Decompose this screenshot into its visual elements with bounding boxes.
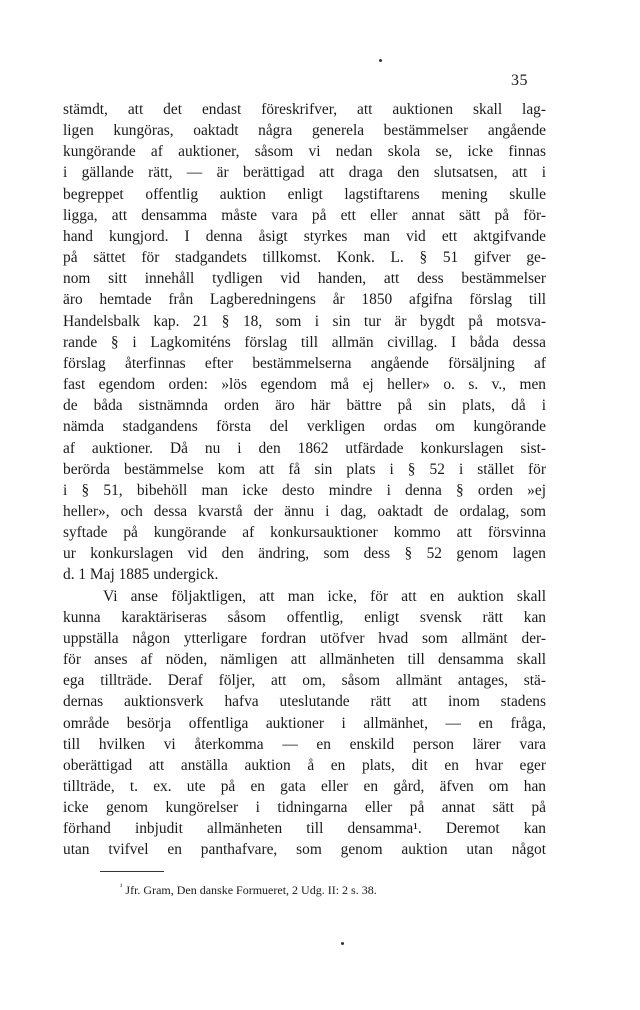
text-line: icke genom kungörelser i tidningarna eller på annat sätt på <box>63 799 546 817</box>
text-line: på sättet för stadgandets tillkomst. Konk. L. § 51 gifver ge- <box>63 249 546 267</box>
text-line: uppställa någon ytterligare fordran utöfver hvad som allmänt der- <box>63 629 546 647</box>
text-line: heller», och dessa kvarstå der ännu i dag, oaktadt de ordalag, som <box>63 502 546 520</box>
text-line: Handelsbalk kap. 21 § 18, som i sin tur är bygdt på motsva- <box>63 312 546 330</box>
text-line: för anses af nöden, nämligen att allmänheten till densamma skall <box>63 651 546 669</box>
footnote-text: Jfr. Gram, Den danske Formueret, 2 Udg. II: 2 s. 38. <box>125 883 377 897</box>
page-number: 35 <box>511 72 528 89</box>
text-line: ligga, att densamma måste vara på ett eller annat sätt på för- <box>63 206 546 224</box>
text-line: d. 1 Maj 1885 undergick. <box>63 566 219 584</box>
text-line: Vi anse följaktligen, att man icke, för att en auktion skall <box>103 587 546 605</box>
text-line: till hvilken vi återkomma — en enskild person lärer vara <box>63 735 546 753</box>
text-line: utan tvifvel en panthafvare, som genom auktion utan något <box>63 841 546 859</box>
text-line: i gällande rätt, — är berättigad att draga den slutsatsen, att i <box>63 164 546 182</box>
text-line: äro hemtade från Lagberedningens år 1850 afgifna förslag till <box>63 291 546 309</box>
print-speck-top <box>379 59 382 62</box>
text-line: begreppet offentlig auktion enligt lagstiftarens mening skulle <box>63 185 546 203</box>
text-line: berörda bestämmelse kom att få sin plats i § 52 i stället för <box>63 460 546 478</box>
text-line: af auktioner. Då nu i den 1862 utfärdade konkurslagen sist- <box>63 439 546 457</box>
text-line: område besörja offentliga auktioner i allmänhet, — en fråga, <box>63 714 546 732</box>
footnote <box>120 882 377 898</box>
text-line: dernas auktionsverk hafva uteslutande rätt att inom stadens <box>63 693 546 711</box>
text-line: förslag återfinnas efter bestämmelserna angående försäljning af <box>63 354 546 372</box>
text-line: kungörande af auktioner, såsom vi nedan skola se, icke finnas <box>63 143 546 161</box>
text-line: ur konkurslagen vid den ändring, som dess § 52 genom lagen <box>63 545 546 563</box>
text-line: oberättigad att anställa auktion å en plats, dit en hvar eger <box>63 756 546 774</box>
text-line: hand kungjord. I denna åsigt styrkes man vid ett aktgifvande <box>63 227 546 245</box>
body-text <box>63 99 546 861</box>
text-line: ligen kungöras, oaktadt några generela bestämmelser angående <box>63 122 546 140</box>
text-line: ega tillträde. Deraf följer, att om, såsom allmänt antages, stä- <box>63 672 546 690</box>
text-line: syftade på kungörande af konkursauktioner kommo att försvinna <box>63 524 546 542</box>
text-line: rande § i Lagkomiténs förslag till allmän civillag. I båda dessa <box>63 333 546 351</box>
text-line: de båda sistnämnda orden äro här bättre på sin plats, då i <box>63 397 546 415</box>
text-line: fast egendom orden: »lös egendom må ej heller» o. s. v., men <box>63 376 546 394</box>
footnote-rule <box>100 871 164 872</box>
text-line: tillträde, t. ex. ute på en gata eller en gård, äfven om han <box>63 778 546 795</box>
text-line: nämda stadgandens första del verkligen ordas om kungörande <box>63 418 546 436</box>
text-line: i § 51, bibehöll man icke desto mindre i denna § orden »ej <box>63 481 546 499</box>
text-line: nom sitt innehåll tydligen vid handen, att dess bestämmelser <box>63 270 546 288</box>
print-speck-bottom <box>341 942 344 945</box>
text-line: kunna karaktäriseras såsom offentlig, enligt svensk rätt kan <box>63 608 546 626</box>
text-line: stämdt, att det endast föreskrifver, att auktionen skall lag- <box>63 101 546 118</box>
text-line: förhand inbjudit allmänheten till densamma¹. Deremot kan <box>63 820 546 838</box>
footnote-marker: ¹ <box>120 882 123 891</box>
